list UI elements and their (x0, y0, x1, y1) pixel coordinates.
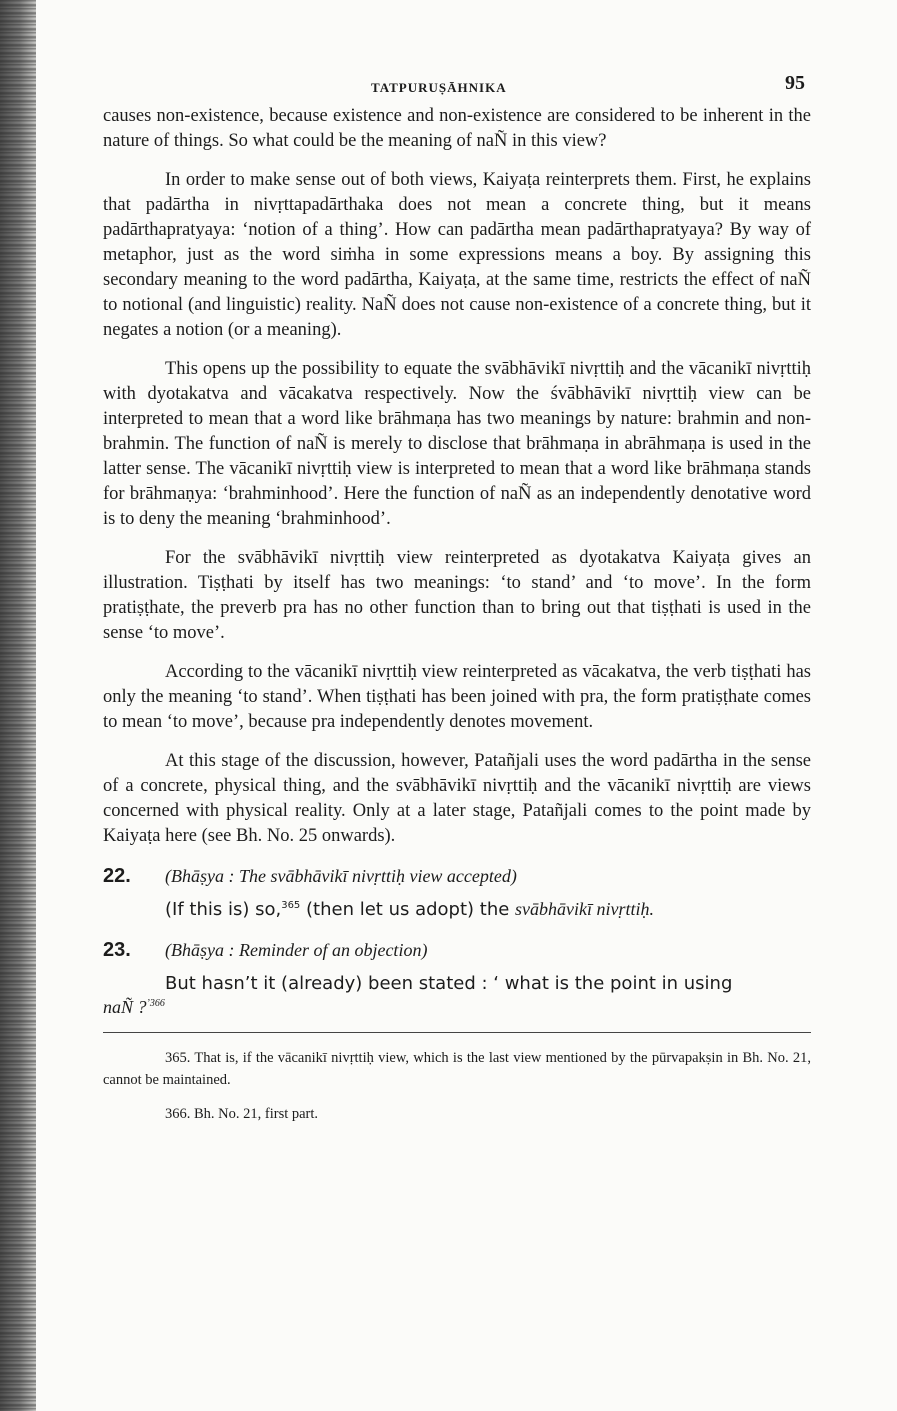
paragraph-4: For the svābhāvikī nivṛttiḥ view reinterpreted as dyotakatva Kaiyaṭa gives an illustration. Tiṣṭhati by itself has two meanings: ‘to stand’ and ‘to move’. In the form pratiṣṭhate, the preverb pra has no other function than to bring out that tiṣṭhati is used in the sense ‘to move’. (103, 548, 811, 643)
footnote-366: 366. Bh. No. 21, first part. (165, 1106, 319, 1122)
section-title: (Bhāṣya : The svābhāvikī nivṛttiḥ view accepted) (165, 866, 517, 886)
section-heading (103, 865, 811, 888)
section-body-prefix: (If this is) so, (165, 899, 282, 920)
section-number: 23. (103, 939, 131, 961)
section-body (103, 896, 811, 923)
section-title: (Bhāṣya : Reminder of an objection) (165, 940, 428, 960)
footnote-divider (103, 1032, 811, 1033)
paragraph-2: In order to make sense out of both views, Kaiyaṭa reinterprets them. First, he explains that padārtha in nivṛttapadārthaka does not mean a concrete thing, but it means padārthapratyaya: ‘notion of a thing’. How can padārtha mean padārthapratyaya? By way of metaphor, just as the word siṁha in some expressions means a boy. By assigning this secondary meaning to the word padārtha, Kaiyaṭa, at the same time, restricts the effect of naÑ to notional (and linguistic) reality. NaÑ does not cause non-existence of a concrete thing, but it negates a notion (or a meaning). (103, 170, 811, 340)
section-body-cont: naÑ ? (103, 997, 147, 1017)
footnote-365: 365. That is, if the vācanikī nivṛttiḥ view, which is the last view mentioned by the pūrvapakṣin in Bh. No. 21, cannot be maintained. (103, 1050, 811, 1088)
running-head: TATPURUṢĀHNIKA (371, 80, 507, 95)
book-binding-shadow (0, 0, 36, 1411)
footnote-ref-365: 365 (281, 900, 301, 911)
section-23 (103, 939, 811, 1018)
section-body (103, 970, 811, 997)
body-text (103, 104, 811, 849)
footnote-ref-366: ’366 (146, 998, 165, 1009)
page-header (103, 70, 811, 104)
section-body-term: svābhāvikī nivṛttiḥ. (515, 899, 655, 919)
paragraph-1: causes non-existence, because existence and non-existence are considered to be inherent in the nature of things. So what could be the meaning of naÑ in this view? (103, 106, 811, 151)
paragraph-3: This opens up the possibility to equate the svābhāvikī nivṛttiḥ and the vācanikī nivṛttiḥ with dyotakatva and vācakatva respectively. Now the śvābhāvikī nivṛttiḥ view can be interpreted to mean that a word like brāhmaṇa has two meanings by nature: brahmin and non-brahmin. The function of naÑ is merely to disclose that brāhmaṇa in abrāhmaṇa is used in the latter sense. The vācanikī nivṛttiḥ view is interpreted to mean that a word like brāhmaṇa stands for brāhmaṇya: ‘brahminhood’. Here the function of naÑ as an independently denotative word is to deny the meaning ‘brahminhood’. (103, 359, 811, 529)
paragraph-6: At this stage of the discussion, however, Patañjali uses the word padārtha in the sense of a concrete, physical thing, and the svābhāvikī nivṛttiḥ and the vācanikī nivṛttiḥ are views concerned with physical reality. Only at a later stage, Patañjali comes to the point made by Kaiyaṭa here (see Bh. No. 25 onwards). (103, 751, 811, 846)
section-body-text: But hasn’t it (already) been stated : ‘ what is the point in using (165, 973, 733, 994)
section-body-mid: (then let us adopt) the (300, 899, 516, 920)
section-22 (103, 865, 811, 923)
paragraph-5: According to the vācanikī nivṛttiḥ view reinterpreted as vācakatva, the verb tiṣṭhati has only the meaning ‘to stand’. When tiṣṭhati has been joined with pra, the form pratiṣṭhate comes to mean ‘to move’, because pra independently denotes movement. (103, 662, 811, 732)
section-number: 22. (103, 865, 131, 887)
page (103, 70, 811, 1137)
section-heading (103, 939, 811, 962)
footnotes (103, 1047, 811, 1125)
page-number: 95 (785, 72, 805, 94)
section-body-continuation (103, 997, 811, 1018)
